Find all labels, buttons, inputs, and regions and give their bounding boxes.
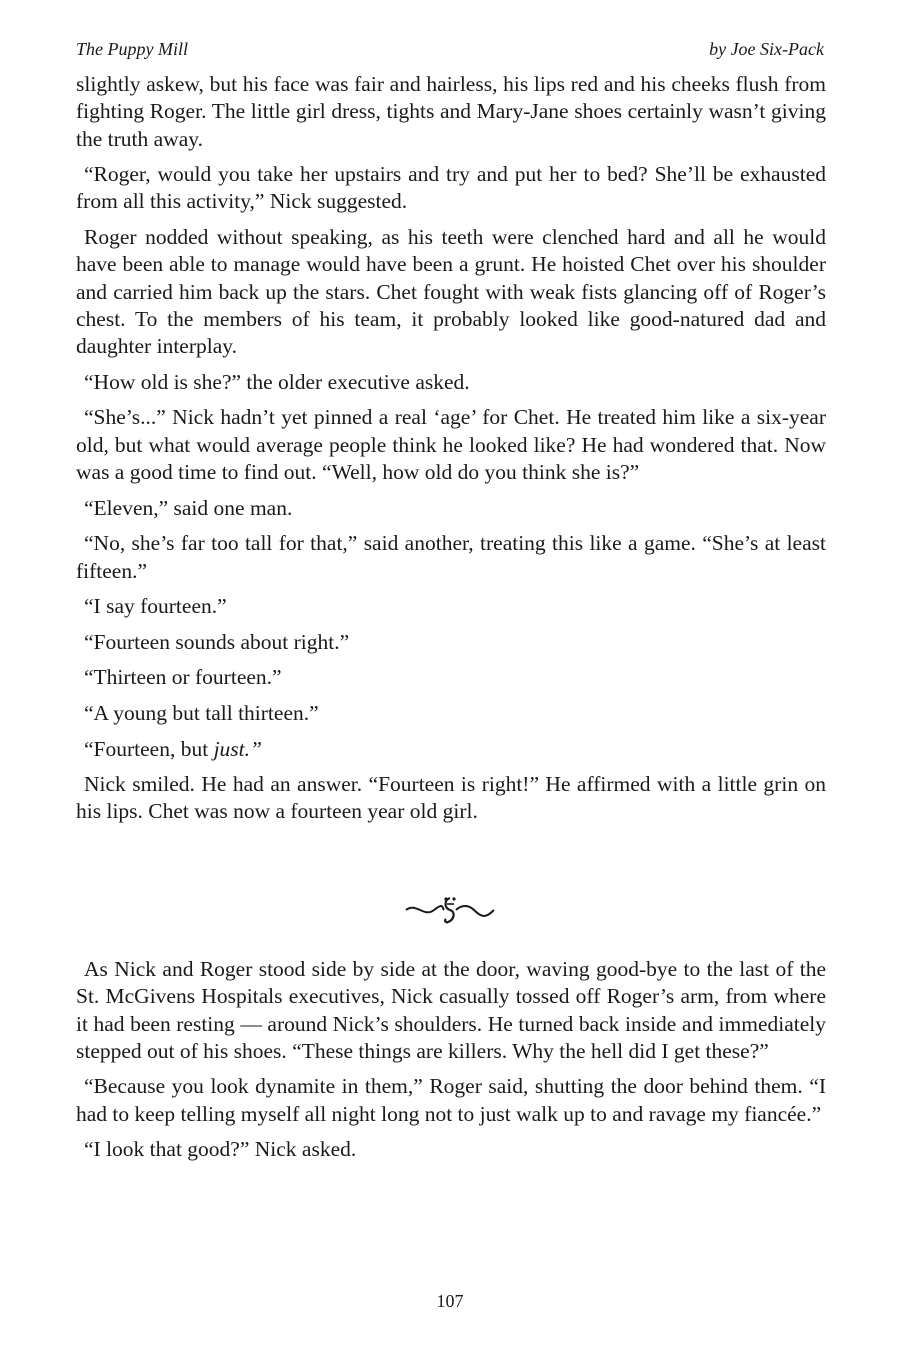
- paragraph: slightly askew, but his face was fair and hairless, his lips red and his cheeks flush from fighting Roger. The little girl dress, tights and Mary-Jane shoes certainly wasn’t giving the truth away.: [76, 72, 826, 151]
- running-header: [76, 38, 824, 60]
- paragraph: “She’s...” Nick hadn’t yet pinned a real ‘age’ for Chet. He treated him like a six-year old, but what would average people think he looked like? He had wondered that. Now was a good time to find out. “Well, how old do you think she is?”: [76, 405, 826, 485]
- paragraph: “Thirteen or fourteen.”: [84, 665, 282, 690]
- paragraph: “No, she’s far too tall for that,” said another, treating this like a game. “She’s at least fifteen.”: [76, 531, 826, 583]
- paragraph: As Nick and Roger stood side by side at the door, waving good-bye to the last of the St. McGivens Hospitals executives, Nick casually tossed off Roger’s arm, from where it had been resting — around Nick’s shoulders. He turned back inside and immediately stepped out of his shoes. “These things are killers. Why the hell did I get these?”: [76, 957, 826, 1063]
- paragraph: “How old is she?” the older executive asked.: [84, 369, 470, 394]
- text-block-after-break: [76, 956, 826, 1172]
- fleuron-section-break-icon: [402, 890, 498, 930]
- header-book-title: The Puppy Mill: [76, 39, 188, 59]
- paragraph: “A young but tall thirteen.”: [84, 700, 319, 725]
- paragraph: “Because you look dynamite in them,” Roger said, shutting the door behind them. “I had to keep telling myself all night long not to just walk up to and ravage my fiancée.”: [76, 1074, 826, 1126]
- emphasis-text: just.”: [213, 736, 262, 761]
- paragraph: Nick smiled. He had an answer. “Fourteen is right!” He affirmed with a little grin on his lips. Chet was now a fourteen year old girl.: [76, 772, 826, 824]
- text-block-before-break: [76, 71, 826, 834]
- page-number: 107: [436, 1291, 464, 1311]
- paragraph: “Fourteen sounds about right.”: [84, 629, 350, 654]
- section-break-ornament: [0, 890, 900, 930]
- header-author: by Joe Six-Pack: [709, 39, 824, 59]
- paragraph: Roger nodded without speaking, as his teeth were clenched hard and all he would have been able to manage would have been a grunt. He hoisted Chet over his shoulder and carried him back up the stars. Chet fought with weak fists glancing off of Roger’s chest. To the members of his team, it probably looked like good-natured dad and daughter interplay.: [76, 225, 826, 359]
- paragraph-text: “Fourteen, but: [84, 736, 214, 761]
- paragraph: “I say fourteen.”: [84, 594, 227, 619]
- paragraph: “I look that good?” Nick asked.: [84, 1137, 357, 1162]
- paragraph: [76, 736, 826, 763]
- paragraph: “Eleven,” said one man.: [84, 495, 293, 520]
- paragraph: “Roger, would you take her upstairs and try and put her to bed? She’ll be exhausted from all this activity,” Nick suggested.: [76, 162, 826, 214]
